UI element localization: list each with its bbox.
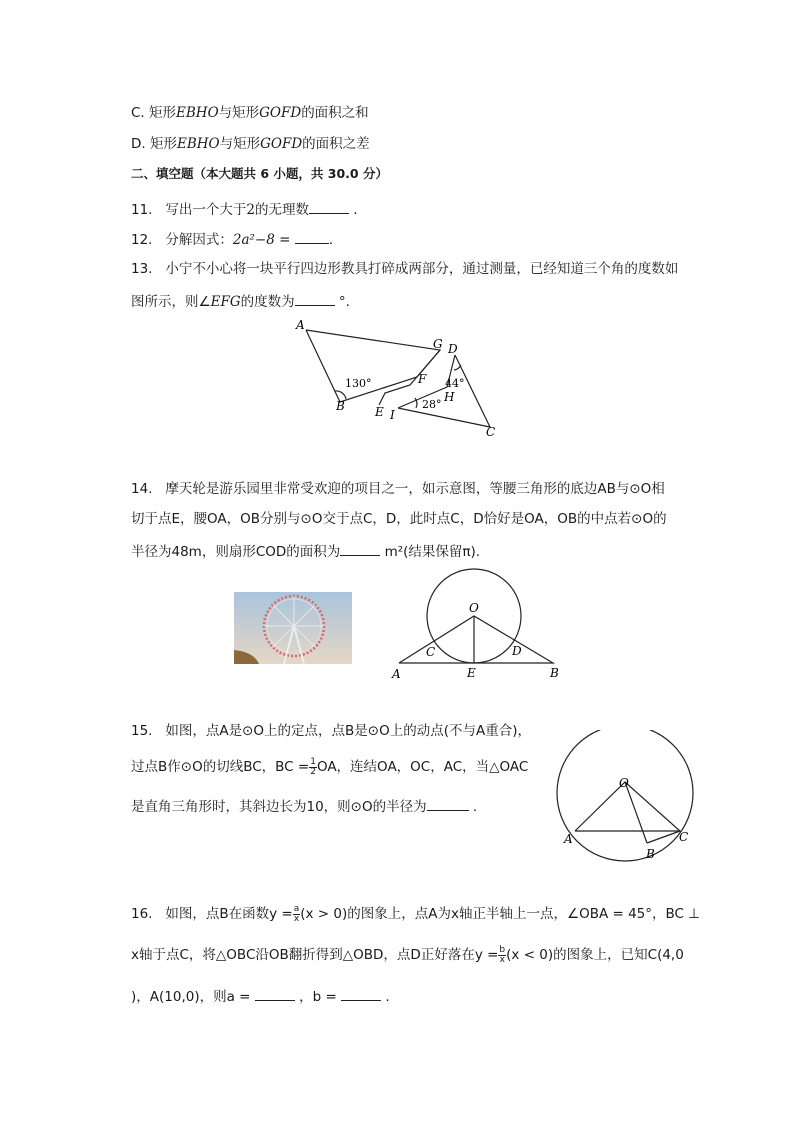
- answer-blank: [340, 540, 380, 556]
- label-c: C: [426, 645, 436, 659]
- question-13-line2: 图所示，则∠EFG的度数为 °.: [131, 290, 350, 312]
- option-d: D. 矩形EBHO与矩形GOFD的面积之差: [131, 136, 370, 152]
- label-e: E: [375, 405, 384, 419]
- option-c: C. 矩形EBHO与矩形GOFD的面积之和: [131, 105, 369, 121]
- question-15-line2: 过点B作⊙O的切线BC，BC = $\frac{1}{2}$ OA，连结OA，OC，AC，当△OAC: [131, 756, 529, 777]
- fraction-half: $\frac{1}{2}$: [310, 756, 316, 777]
- question-11: 11. 写出一个大于2的无理数 .: [131, 198, 358, 220]
- label-i: I: [390, 408, 395, 422]
- question-15-line3: 是直角三角形时，其斜边长为10，则⊙O的半径为 .: [131, 795, 477, 817]
- label-b: B: [336, 399, 345, 413]
- label-f: F: [418, 372, 427, 386]
- label-c: C: [679, 830, 689, 844]
- label-a: A: [564, 832, 573, 846]
- label-h: H: [444, 390, 455, 404]
- label-b: B: [550, 666, 559, 680]
- angle-130: 130°: [345, 377, 372, 390]
- question-16-line1: 16. 如图，点B在函数y = $\frac{a}{x}$ (x > 0)的图象上，点A为x轴正半轴上一点，∠OBA = 45°，BC ⊥: [131, 903, 701, 924]
- label-a: A: [392, 667, 401, 681]
- question-12: 12. 分解因式：2a²−8 = .: [131, 228, 333, 250]
- label-d: D: [448, 342, 458, 356]
- ferris-wheel-photo: [234, 592, 352, 664]
- circle-tangent-figure: [385, 565, 570, 687]
- question-15-line1: 15. 如图，点A是⊙O上的定点，点B是⊙O上的动点(不与A重合)，: [131, 723, 531, 739]
- answer-blank-b: [341, 985, 381, 1001]
- question-13-line1: 13. 小宁不小心将一块平行四边形教具打碎成两部分，通过测量，已经知道三个角的度数如: [131, 261, 679, 277]
- label-d: D: [512, 644, 522, 658]
- answer-blank: [295, 290, 335, 306]
- label-b: B: [646, 847, 655, 861]
- label-g: G: [433, 337, 443, 351]
- question-14-line2: 切于点E，腰OA，OB分别与⊙O交于点C，D，此时点C，D恰好是OA，OB的中点若⊙O的: [131, 511, 667, 527]
- label-c: C: [486, 425, 496, 439]
- answer-blank: [295, 228, 329, 244]
- question-14-line3: 半径为48m，则扇形COD的面积为 m²(结果保留π).: [131, 540, 480, 562]
- answer-blank-a: [255, 985, 295, 1001]
- question-16-line2: x轴于点C，将△OBC沿OB翻折得到△OBD，点D正好落在y = $\frac{b}{x}$ (x < 0)的图象上，已知C(4,0: [131, 944, 684, 965]
- label-o: O: [619, 776, 629, 790]
- answer-blank: [427, 795, 469, 811]
- label-a: A: [296, 318, 305, 332]
- fraction-a-over-x: $\frac{a}{x}$: [293, 903, 300, 924]
- label-e: E: [467, 666, 476, 680]
- fraction-b-over-x: $\frac{b}{x}$: [499, 944, 506, 965]
- parallelogram-figure: [290, 315, 505, 445]
- angle-44: 44°: [445, 377, 465, 390]
- section-title: 二、填空题（本大题共 6 小题，共 30.0 分）: [131, 166, 388, 181]
- label-o: O: [469, 601, 479, 615]
- question-16-line3: )，A(10,0)，则a = ，b = .: [131, 985, 390, 1007]
- question-14-line1: 14. 摩天轮是游乐园里非常受欢迎的项目之一，如示意图，等腰三角形的底边AB与⊙O相: [131, 481, 665, 497]
- answer-blank: [309, 198, 349, 214]
- circle-tangent-figure-2: [552, 730, 702, 865]
- angle-28: 28°: [422, 398, 442, 411]
